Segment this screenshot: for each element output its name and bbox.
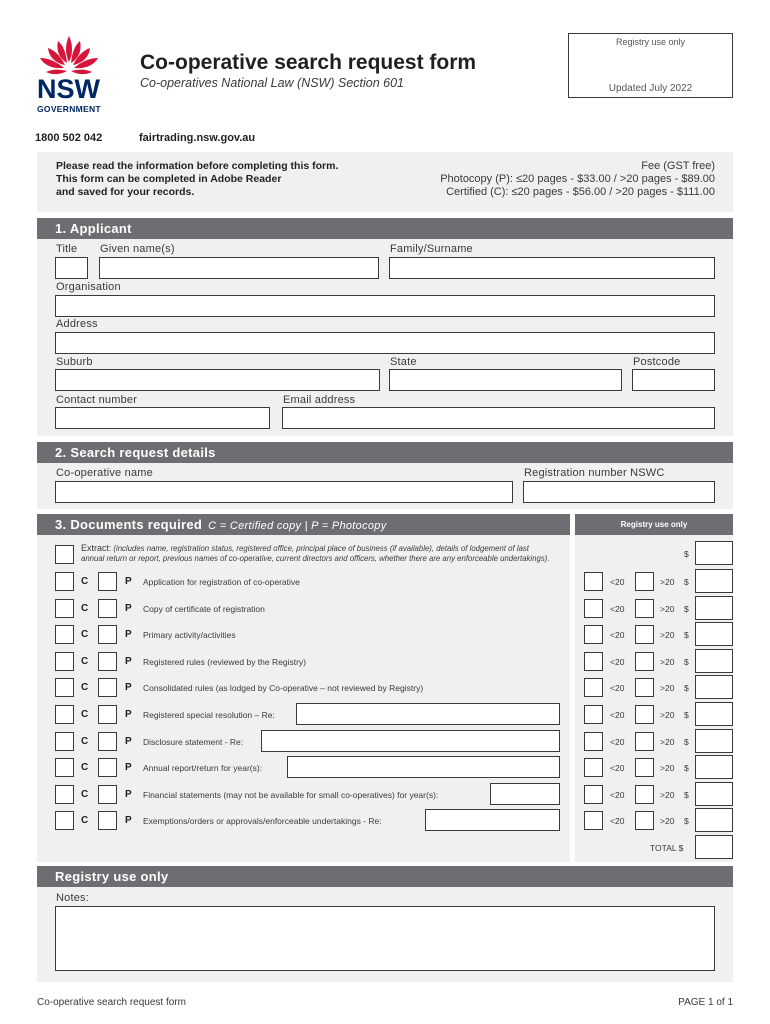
document-label: Consolidated rules (as lodged by Co-operative – not reviewed by Registry) (143, 683, 424, 694)
under-20-checkbox[interactable] (584, 811, 603, 830)
document-label: Registered special resolution – Re: (143, 710, 275, 720)
registry-column-heading: Registry use only (575, 514, 733, 535)
extract-title: Extract (81, 543, 110, 553)
photocopy-label: P (125, 709, 132, 720)
coop-name-label: Co-operative name (56, 467, 153, 479)
footer-title: Co-operative search request form (37, 997, 186, 1008)
certified-checkbox[interactable] (55, 652, 74, 671)
certified-label: C (81, 709, 89, 720)
page-subtitle: Co-operatives National Law (NSW) Section 601 (140, 76, 405, 90)
photocopy-checkbox[interactable] (98, 732, 117, 751)
state-label: State (390, 356, 417, 368)
photocopy-checkbox[interactable] (98, 811, 117, 830)
under-20-checkbox[interactable] (584, 678, 603, 697)
document-label: Registered rules (reviewed by the Registry) (143, 656, 306, 667)
certified-checkbox[interactable] (55, 705, 74, 724)
photocopy-checkbox[interactable] (98, 625, 117, 644)
under-20-checkbox[interactable] (584, 599, 603, 618)
address-label: Address (56, 318, 98, 330)
documents-heading-text: 3. Documents required (55, 517, 203, 532)
logo-subtext: GOVERNMENT (37, 104, 101, 114)
logo-text: NSW (37, 74, 100, 104)
info-line-2: This form can be completed in Adobe Reader (56, 173, 282, 185)
photocopy-label: P (125, 576, 132, 587)
photocopy-label: P (125, 815, 132, 827)
document-label: Financial statements (may not be available for small co-operatives) for year(s): (143, 789, 439, 800)
document-detail-input[interactable] (296, 703, 560, 725)
document-label: Annual report/return for year(s): (143, 763, 263, 774)
over-20-checkbox[interactable] (635, 625, 654, 644)
certified-checkbox[interactable] (55, 625, 74, 644)
postcode-label: Postcode (633, 356, 681, 368)
family-name-input[interactable] (389, 257, 715, 279)
under-20-checkbox[interactable] (584, 785, 603, 804)
photocopy-label: P (125, 762, 132, 774)
certified-checkbox[interactable] (55, 599, 74, 618)
photocopy-checkbox[interactable] (98, 705, 117, 724)
certified-label: C (81, 815, 89, 827)
notes-input[interactable] (55, 906, 715, 971)
nsw-logo (34, 32, 104, 117)
fee-input[interactable] (695, 649, 733, 673)
registry-box (568, 33, 733, 98)
postcode-input[interactable] (632, 369, 715, 391)
certified-checkbox[interactable] (55, 732, 74, 751)
fee-photocopy: Photocopy (P): ≤20 pages - $33.00 / >20 pages - $89.00 (440, 173, 715, 185)
fee-dollar-label: $ (684, 736, 689, 747)
documents-heading-note: C = Certified copy | P = Photocopy (208, 520, 387, 532)
over-20-checkbox[interactable] (635, 705, 654, 724)
under-20-checkbox[interactable] (584, 572, 603, 591)
photocopy-checkbox[interactable] (98, 599, 117, 618)
certified-label: C (81, 629, 89, 641)
fee-input[interactable] (695, 808, 733, 832)
fee-dollar-label: $ (684, 630, 689, 641)
certified-label: C (81, 762, 89, 774)
certified-label: C (81, 735, 89, 747)
search-heading: 2. Search request details (37, 442, 733, 463)
family-name-label: Family/Surname (390, 243, 473, 255)
under-20-checkbox[interactable] (584, 732, 603, 751)
fee-input[interactable] (695, 569, 733, 593)
extract-dollar-label: $ (684, 549, 689, 559)
page-title: Co-operative search request form (140, 51, 477, 74)
document-label: Disclosure statement - Re: (143, 736, 244, 747)
suburb-input[interactable] (55, 369, 380, 391)
fee-dollar-label: $ (684, 710, 689, 720)
photocopy-label: P (125, 655, 132, 667)
over-20-label: >20 (660, 577, 675, 587)
over-20-checkbox[interactable] (635, 758, 654, 777)
document-detail-input[interactable] (287, 756, 560, 778)
extract-fee-input[interactable] (695, 541, 733, 565)
email-input[interactable] (282, 407, 715, 429)
over-20-label: >20 (660, 763, 675, 774)
over-20-checkbox[interactable] (635, 785, 654, 804)
fee-dollar-label: $ (684, 683, 689, 694)
fee-input[interactable] (695, 729, 733, 753)
reg-number-input[interactable] (523, 481, 715, 503)
reg-number-label: Registration number NSWC (524, 467, 665, 479)
under-20-label: <20 (610, 710, 625, 720)
over-20-checkbox[interactable] (635, 572, 654, 591)
coop-name-input[interactable] (55, 481, 513, 503)
fee-dollar-label: $ (684, 577, 689, 587)
organisation-input[interactable] (55, 295, 715, 317)
over-20-label: >20 (660, 710, 675, 720)
under-20-label: <20 (610, 816, 625, 827)
fee-input[interactable] (695, 622, 733, 646)
document-detail-input[interactable] (490, 783, 560, 805)
photocopy-label: P (125, 682, 132, 694)
document-label: Copy of certificate of registration (143, 603, 265, 614)
under-20-label: <20 (610, 630, 625, 641)
under-20-checkbox[interactable] (584, 705, 603, 724)
certified-label: C (81, 655, 89, 667)
title-label: Title (56, 243, 78, 255)
state-input[interactable] (389, 369, 622, 391)
info-line-1: Please read the information before completing this form. (56, 160, 339, 172)
document-label: Exemptions/orders or approvals/enforceable undertakings - Re: (143, 816, 382, 827)
fee-dollar-label: $ (684, 763, 689, 774)
fee-dollar-label: $ (684, 656, 689, 667)
over-20-label: >20 (660, 736, 675, 747)
fee-input[interactable] (695, 782, 733, 806)
over-20-label: >20 (660, 789, 675, 800)
over-20-label: >20 (660, 656, 675, 667)
photocopy-label: P (125, 788, 132, 800)
title-input[interactable] (55, 257, 88, 279)
certified-checkbox[interactable] (55, 678, 74, 697)
certified-checkbox[interactable] (55, 811, 74, 830)
over-20-checkbox[interactable] (635, 652, 654, 671)
under-20-label: <20 (610, 683, 625, 694)
certified-label: C (81, 682, 89, 694)
document-label: Primary activity/activities (143, 630, 236, 641)
suburb-label: Suburb (56, 356, 93, 368)
under-20-label: <20 (610, 603, 625, 614)
under-20-checkbox[interactable] (584, 625, 603, 644)
extract-text: Extract: (includes name, registration status, registered office, principal place of business (if available), details of lodgement of last annual return or report, previous names of co-operative, current directors and officers, whether there are any enforceable undertakings). (81, 543, 550, 563)
document-detail-input[interactable] (425, 809, 560, 831)
info-line-3: and saved for your records. (56, 186, 195, 198)
contact-number-label: Contact number (56, 394, 138, 406)
fee-dollar-label: $ (684, 789, 689, 800)
total-fee-input[interactable] (695, 835, 733, 859)
fee-input[interactable] (695, 596, 733, 620)
over-20-checkbox[interactable] (635, 599, 654, 618)
notes-label: Notes: (56, 892, 89, 904)
fee-dollar-label: $ (684, 816, 689, 827)
fee-input[interactable] (695, 702, 733, 726)
fee-input[interactable] (695, 675, 733, 699)
under-20-label: <20 (610, 656, 625, 667)
under-20-checkbox[interactable] (584, 652, 603, 671)
certified-label: C (81, 602, 89, 614)
document-label: Application for registration of co-operative (143, 577, 300, 587)
fee-input[interactable] (695, 755, 733, 779)
contact-number-input[interactable] (55, 407, 270, 429)
organisation-label: Organisation (56, 281, 121, 293)
website-link[interactable]: fairtrading.nsw.gov.au (139, 132, 256, 144)
extract-description: (includes name, registration status, registered office, principal place of business (if available), details of lodgement of last annual return or report, previous names of co-operative, current directors and officers, whether there are any enforceable undertakings). (81, 544, 550, 563)
photocopy-label: P (125, 629, 132, 641)
over-20-label: >20 (660, 603, 675, 614)
photocopy-checkbox[interactable] (98, 572, 117, 591)
given-name-label: Given name(s) (100, 243, 175, 255)
photocopy-checkbox[interactable] (98, 758, 117, 777)
page-number: PAGE 1 of 1 (678, 997, 733, 1008)
fee-certified: Certified (C): ≤20 pages - $56.00 / >20 pages - $111.00 (446, 186, 715, 198)
under-20-label: <20 (610, 736, 625, 747)
photocopy-label: P (125, 735, 132, 747)
under-20-label: <20 (610, 577, 625, 587)
over-20-label: >20 (660, 630, 675, 641)
given-name-input[interactable] (99, 257, 379, 279)
over-20-checkbox[interactable] (635, 678, 654, 697)
registry-box-label: Registry use only (615, 37, 686, 47)
phone-number: 1800 502 042 (35, 132, 103, 144)
total-label: TOTAL $ (650, 843, 684, 853)
updated-date: Updated July 2022 (608, 83, 693, 94)
documents-heading (37, 514, 570, 535)
certified-checkbox[interactable] (55, 758, 74, 777)
certified-label: C (81, 788, 89, 800)
photocopy-label: P (125, 602, 132, 614)
applicant-heading: 1. Applicant (37, 218, 733, 239)
over-20-checkbox[interactable] (635, 732, 654, 751)
photocopy-checkbox[interactable] (98, 678, 117, 697)
under-20-label: <20 (610, 789, 625, 800)
registry-heading: Registry use only (37, 866, 733, 887)
under-20-label: <20 (610, 763, 625, 774)
photocopy-checkbox[interactable] (98, 652, 117, 671)
certified-checkbox[interactable] (55, 785, 74, 804)
certified-label: C (81, 576, 89, 587)
over-20-checkbox[interactable] (635, 811, 654, 830)
fee-dollar-label: $ (684, 603, 689, 614)
address-input[interactable] (55, 332, 715, 354)
over-20-label: >20 (660, 816, 675, 827)
photocopy-checkbox[interactable] (98, 785, 117, 804)
over-20-label: >20 (660, 683, 675, 694)
email-label: Email address (283, 394, 356, 406)
document-detail-input[interactable] (261, 730, 560, 752)
certified-checkbox[interactable] (55, 572, 74, 591)
fee-title: Fee (GST free) (641, 160, 715, 172)
extract-checkbox[interactable] (55, 545, 74, 564)
under-20-checkbox[interactable] (584, 758, 603, 777)
waratah-icon (34, 32, 104, 80)
